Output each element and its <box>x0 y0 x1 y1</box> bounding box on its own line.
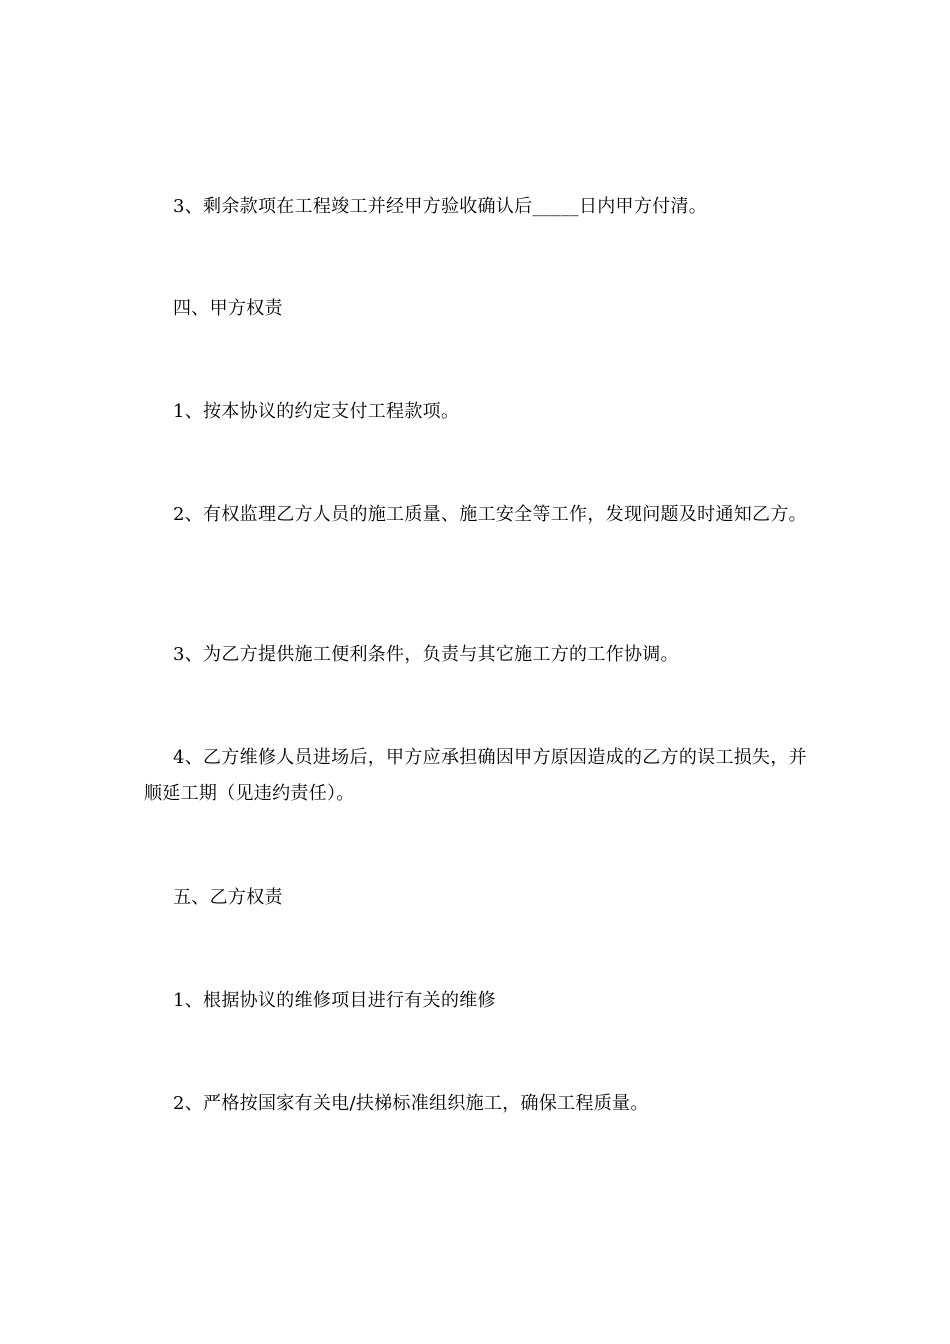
section-heading-party-a-rights: 四、甲方权责 <box>173 298 283 319</box>
clause-party-b-2: 2、严格按国家有关电/扶梯标准组织施工，确保工程质量。 <box>173 1093 649 1114</box>
clause-payment-3: 3、剩余款项在工程竣工并经甲方验收确认后_____日内甲方付清。 <box>173 196 708 217</box>
clause-party-b-1: 1、根据协议的维修项目进行有关的维修 <box>173 990 496 1011</box>
clause-party-a-4: 4、乙方维修人员进场后，甲方应承担确因甲方原因造成的乙方的误工损失，并顺延工期（见违约责任）。 <box>144 747 807 804</box>
clause-party-a-1: 1、按本协议的约定支付工程款项。 <box>173 401 460 422</box>
clause-party-a-2: 2、有权监理乙方人员的施工质量、施工安全等工作，发现问题及时通知乙方。 <box>173 504 807 525</box>
section-heading-party-b-rights: 五、乙方权责 <box>173 887 283 908</box>
clause-party-a-3: 3、为乙方提供施工便利条件，负责与其它施工方的工作协调。 <box>173 644 679 665</box>
